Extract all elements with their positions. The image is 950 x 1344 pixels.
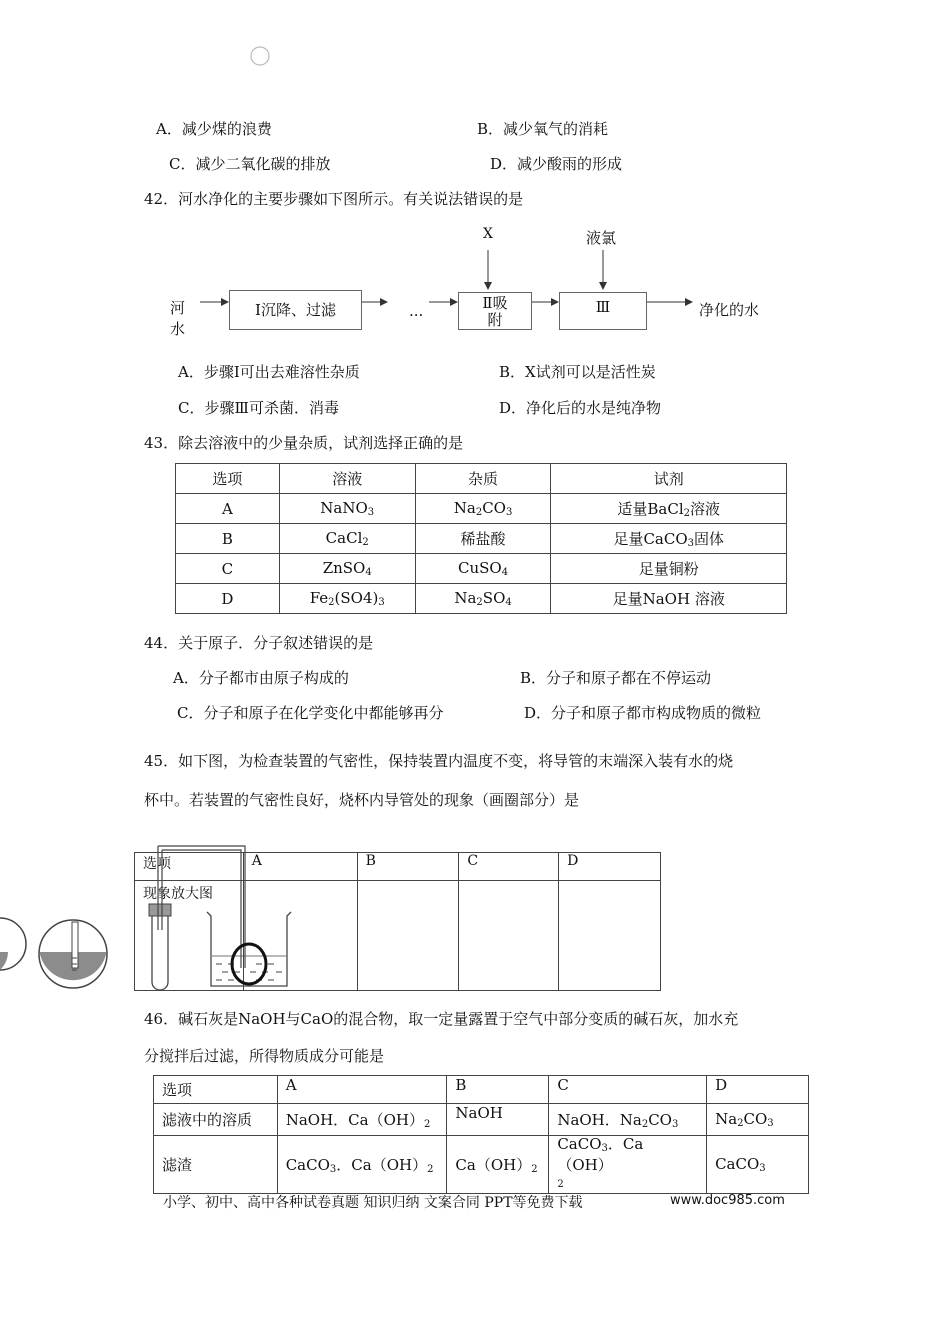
row1-b: NaOH bbox=[447, 1104, 549, 1136]
reagent-text: 适量 bbox=[617, 500, 648, 518]
formula: ．Ca（OH） bbox=[336, 1156, 428, 1174]
header-d: D bbox=[707, 1076, 809, 1104]
row2-c bbox=[549, 1136, 707, 1194]
q45-stem-line1: 45．如下图，为检查装置的气密性，保持装置内温度不变，将导管的末端深入装有水的烧 bbox=[144, 752, 734, 770]
row-impurity bbox=[415, 494, 551, 524]
row2-label: 滤渣 bbox=[154, 1136, 278, 1194]
row-solution bbox=[279, 584, 415, 614]
q41-option-d: D．减少酸雨的形成 bbox=[490, 155, 623, 173]
formula: Ca（OH） bbox=[455, 1156, 532, 1174]
subscript: 3 bbox=[767, 1118, 774, 1129]
q44-option-b: B．分子和原子都在不停运动 bbox=[520, 669, 712, 687]
formula: NaOH．Ca（OH） bbox=[285, 1111, 424, 1129]
header-option: 选项 bbox=[154, 1076, 278, 1104]
diagram-x-label: X bbox=[483, 226, 493, 242]
row1-c bbox=[549, 1104, 707, 1136]
subscript: 3 bbox=[601, 1143, 608, 1154]
formula: CaCl bbox=[325, 529, 363, 547]
formula: CuSO bbox=[458, 559, 502, 577]
table-row bbox=[176, 554, 787, 584]
subscript: 2 bbox=[737, 1118, 744, 1129]
row-impurity bbox=[415, 584, 551, 614]
q43-stem: 43．除去溶液中的少量杂质，试剂选择正确的是 bbox=[144, 434, 464, 452]
diagram-output-label: 净化的水 bbox=[699, 301, 760, 319]
formula: CO bbox=[743, 1110, 768, 1128]
q42-option-b: B．X试剂可以是活性炭 bbox=[499, 363, 656, 381]
row1-a bbox=[277, 1104, 447, 1136]
header-solution: 溶液 bbox=[279, 464, 415, 494]
q44-option-c: C．分子和原子在化学变化中都能够再分 bbox=[177, 704, 444, 722]
q41-option-a: A．减少煤的浪费 bbox=[156, 120, 272, 138]
q42-option-a: A．步骤Ⅰ可出去难溶性杂质 bbox=[178, 363, 360, 381]
formula: NaNO bbox=[320, 499, 368, 517]
q45-stem-line2: 杯中。若装置的气密性良好，烧杯内导管处的现象（画圈部分）是 bbox=[144, 791, 580, 809]
header-reagent: 试剂 bbox=[551, 464, 787, 494]
formula: CaCO bbox=[715, 1155, 760, 1173]
beaker bbox=[207, 912, 291, 986]
row-impurity: 稀盐酸 bbox=[415, 524, 551, 554]
subscript: 2 bbox=[423, 1119, 431, 1130]
subscript: 4 bbox=[365, 567, 372, 578]
row1-label: 滤液中的溶质 bbox=[154, 1104, 278, 1136]
table-header-row bbox=[154, 1076, 809, 1104]
reagent-text: 溶液 bbox=[690, 590, 725, 608]
subscript: 2 bbox=[683, 508, 691, 519]
table-row bbox=[176, 494, 787, 524]
formula: Na bbox=[715, 1110, 738, 1128]
diagram-arrows bbox=[0, 0, 950, 340]
cell-c bbox=[459, 881, 559, 991]
diagram-river-char-2: 水 bbox=[170, 320, 186, 338]
footer-text: 小学、初中、高中各种试卷真题 知识归纳 文案合同 PPT等免费下载 bbox=[163, 1195, 583, 1211]
table-row bbox=[154, 1104, 809, 1136]
row-option: C bbox=[176, 554, 280, 584]
formula: Fe bbox=[309, 589, 329, 607]
header-option: 选项 bbox=[135, 853, 244, 881]
formula: NaOH．Na bbox=[557, 1111, 642, 1129]
formula: CaCO bbox=[557, 1135, 602, 1153]
test-tube bbox=[149, 846, 171, 990]
row-option: A bbox=[176, 494, 280, 524]
q46-table bbox=[153, 1075, 809, 1194]
zoom-circle bbox=[39, 920, 107, 988]
subscript: 2 bbox=[475, 507, 483, 518]
formula: SO bbox=[482, 589, 506, 607]
header-a: A bbox=[277, 1076, 447, 1104]
header-b: B bbox=[447, 1076, 549, 1104]
header-c: C bbox=[549, 1076, 707, 1104]
q44-stem: 44．关于原子．分子叙述错误的是 bbox=[144, 634, 374, 652]
zoom-circle-partial bbox=[0, 918, 26, 970]
header-c: C bbox=[459, 853, 559, 881]
subscript: 3 bbox=[367, 507, 375, 518]
table-header-row bbox=[176, 464, 787, 494]
row-option: B bbox=[176, 524, 280, 554]
row-reagent bbox=[551, 524, 787, 554]
diagram-step3-box bbox=[559, 292, 647, 330]
table-row bbox=[154, 1136, 809, 1194]
subscript: 3 bbox=[687, 538, 695, 549]
row2-b bbox=[447, 1136, 549, 1194]
q41-option-b: B．减少氧气的消耗 bbox=[477, 120, 609, 138]
footer-url[interactable]: www.doc985.com bbox=[670, 1193, 785, 1208]
formula: CaCO bbox=[285, 1156, 330, 1174]
row2-a bbox=[277, 1136, 447, 1194]
header-option: 选项 bbox=[176, 464, 280, 494]
formula: ZnSO bbox=[322, 559, 366, 577]
reagent-text: 足量 bbox=[613, 530, 644, 548]
row-reagent bbox=[551, 494, 787, 524]
row2-d bbox=[707, 1136, 809, 1194]
diagram-step1-box bbox=[229, 290, 362, 330]
row1-d bbox=[707, 1104, 809, 1136]
row-reagent bbox=[551, 584, 787, 614]
cell-b bbox=[357, 881, 459, 991]
reagent-text: 足量 bbox=[612, 590, 643, 608]
subscript: 3 bbox=[671, 1119, 679, 1130]
subscript: 4 bbox=[501, 567, 509, 578]
q41-option-c: C．减少二氧化碳的排放 bbox=[169, 155, 331, 173]
row-reagent: 足量铜粉 bbox=[551, 554, 787, 584]
subscript: 2 bbox=[557, 1179, 564, 1190]
q42-stem: 42．河水净化的主要步骤如下图所示。有关说法错误的是 bbox=[144, 190, 524, 208]
subscript: 2 bbox=[476, 597, 483, 608]
diagram-river-char-1: 河 bbox=[170, 299, 186, 317]
row-impurity bbox=[415, 554, 551, 584]
diagram-chlorine-label: 液氯 bbox=[586, 229, 617, 247]
subscript: 3 bbox=[329, 1164, 337, 1175]
q43-table bbox=[175, 463, 787, 614]
header-b: B bbox=[357, 853, 459, 881]
cell-d bbox=[559, 881, 661, 991]
formula: (SO4) bbox=[334, 589, 379, 607]
q44-option-a: A．分子都市由原子构成的 bbox=[173, 669, 349, 687]
table-row bbox=[176, 584, 787, 614]
formula: Na bbox=[453, 499, 476, 517]
diagram-ellipsis: ... bbox=[409, 302, 424, 320]
formula: Na bbox=[454, 589, 477, 607]
q44-option-d: D．分子和原子都市构成物质的微粒 bbox=[524, 704, 762, 722]
subscript: 3 bbox=[759, 1163, 766, 1174]
subscript: 2 bbox=[328, 597, 335, 608]
formula: CaCO bbox=[643, 530, 688, 548]
header-a: A bbox=[243, 853, 357, 881]
q42-option-c: C．步骤Ⅲ可杀菌．消毒 bbox=[178, 399, 339, 417]
formula: ．Ca（OH） bbox=[557, 1135, 644, 1174]
diagram-step3-label: Ⅲ bbox=[595, 298, 611, 316]
formula: CO bbox=[648, 1111, 672, 1129]
reagent-text: 溶液 bbox=[690, 500, 721, 518]
q42-option-d: D．净化后的水是纯净物 bbox=[499, 399, 662, 417]
q46-stem-line1: 46．碱石灰是NaOH与CaO的混合物，取一定量露置于空气中部分变质的碱石灰，加水充 bbox=[144, 1010, 739, 1028]
diagram-step2-box bbox=[458, 292, 532, 330]
row-label: 现象放大图 bbox=[135, 881, 244, 991]
diagram-step2-line2: 附 bbox=[487, 311, 503, 329]
airtightness-apparatus-drawing bbox=[0, 840, 300, 1000]
row-solution bbox=[279, 554, 415, 584]
row-solution bbox=[279, 494, 415, 524]
formula: BaCl bbox=[647, 500, 684, 518]
formula: CO bbox=[482, 499, 506, 517]
header-impurity: 杂质 bbox=[415, 464, 551, 494]
subscript: 2 bbox=[427, 1164, 434, 1175]
subscript: 2 bbox=[641, 1119, 649, 1130]
reagent-text: 固体 bbox=[694, 530, 725, 548]
table-row bbox=[176, 524, 787, 554]
subscript: 2 bbox=[362, 537, 369, 548]
row-option: D bbox=[176, 584, 280, 614]
q46-stem-line2: 分搅拌后过滤，所得物质成分可能是 bbox=[144, 1047, 385, 1065]
subscript: 3 bbox=[505, 507, 513, 518]
diagram-step1-label: Ⅰ沉降、过滤 bbox=[255, 301, 336, 319]
row-solution bbox=[279, 524, 415, 554]
subscript: 2 bbox=[531, 1164, 538, 1175]
header-d: D bbox=[559, 853, 661, 881]
formula: NaOH bbox=[642, 590, 691, 608]
subscript: 4 bbox=[505, 597, 512, 608]
diagram-step2-line1: Ⅱ吸 bbox=[482, 294, 508, 312]
subscript: 3 bbox=[378, 597, 385, 608]
